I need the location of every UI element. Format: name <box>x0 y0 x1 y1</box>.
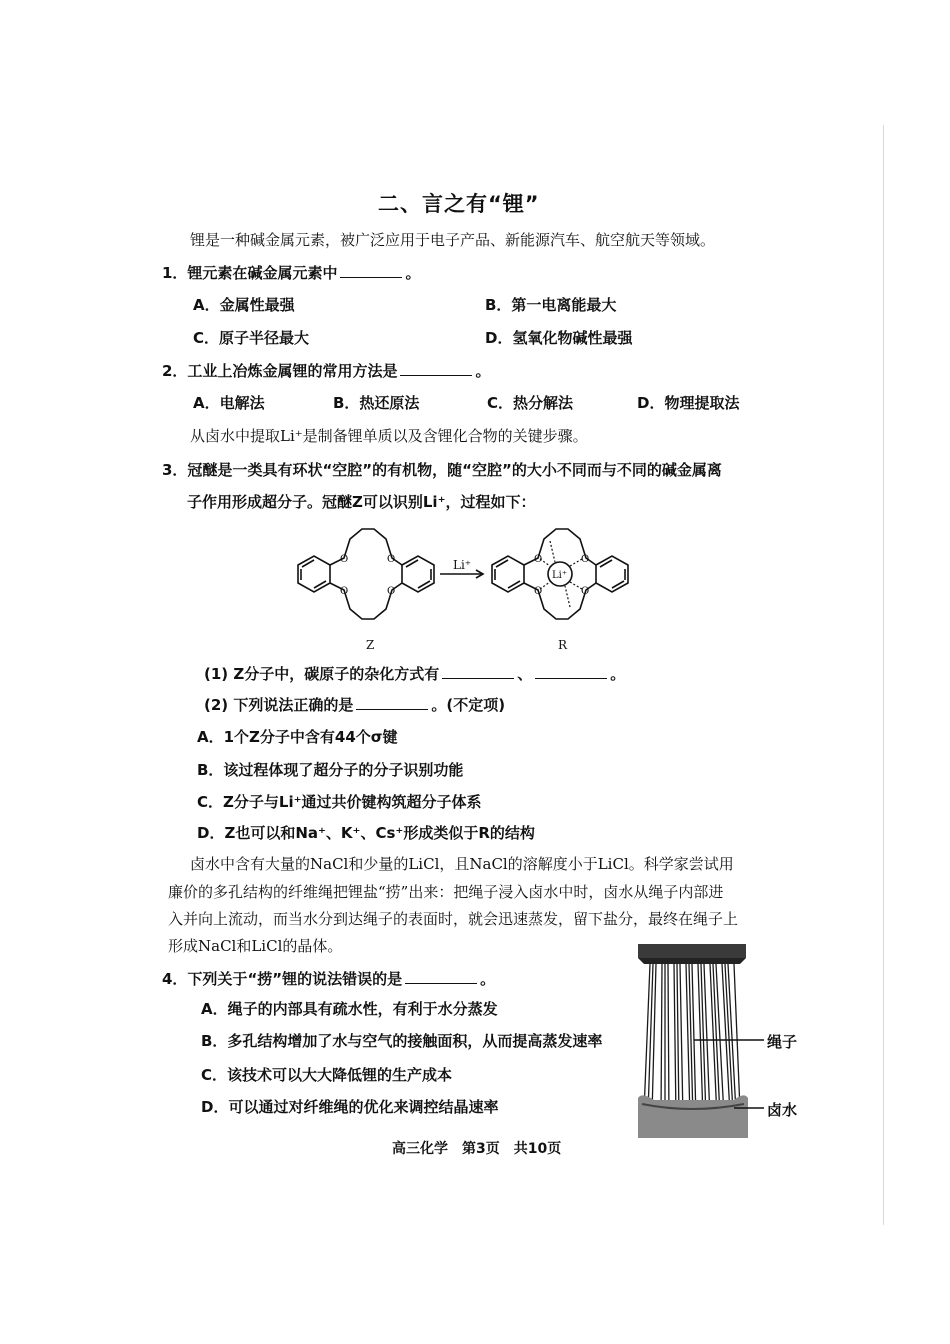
q1-option-b: B．第一电离能最大 <box>485 296 617 314</box>
passage-line: 卤水中含有大量的NaCl和少量的LiCl，且NaCl的溶解度小于LiCl。科学家尝试用 <box>190 855 734 873</box>
oxygen-label: O <box>387 554 396 565</box>
oxygen-label: O <box>581 586 590 597</box>
rope-holder <box>638 944 746 958</box>
q1-option-d: D．氢氧化物碱性最强 <box>485 329 633 347</box>
q3-option-d: D．Z也可以和Na⁺、K⁺、Cs⁺形成类似于R的结构 <box>197 824 535 842</box>
question-4-stem-end: 。 <box>480 970 496 988</box>
q3-option-b: B．该过程体现了超分子的分子识别功能 <box>197 761 464 779</box>
scan-edge-line <box>883 125 884 1225</box>
oxygen-label: O <box>581 554 590 565</box>
q1-option-a: A．金属性最强 <box>193 296 295 314</box>
passage-line: 形成NaCl和LiCl的晶体。 <box>168 937 343 955</box>
q4-option-d: D．可以通过对纤维绳的优化来调控结晶速率 <box>201 1098 499 1116</box>
q4-option-a: A．绳子的内部具有疏水性，有利于水分蒸发 <box>201 1000 498 1018</box>
question-3-stem-line1: 3．冠醚是一类具有环状“空腔”的有机物，随“空腔”的大小不同而与不同的碱金属离 <box>162 461 722 479</box>
q2-option-d: D．物理提取法 <box>637 394 740 412</box>
q3-sub1-end: 。 <box>610 665 626 683</box>
question-1-stem-end: 。 <box>405 264 421 282</box>
q3-sub2 <box>204 694 505 715</box>
q3-sub1-separator: 、 <box>517 665 533 683</box>
oxygen-label: O <box>340 586 349 597</box>
intro-text: 锂是一种碱金属元素，被广泛应用于电子产品、新能源汽车、航空航天等领域。 <box>190 231 716 249</box>
question-2-stem <box>162 360 490 381</box>
answer-blank[interactable] <box>442 666 514 679</box>
q2-option-a: A．电解法 <box>193 394 265 412</box>
q3-sub1-text: (1) Z分子中，碳原子的杂化方式有 <box>204 665 440 683</box>
answer-blank[interactable] <box>340 265 402 278</box>
question-3-stem-line2: 子作用形成超分子。冠醚Z可以识别Li⁺，过程如下： <box>187 493 536 511</box>
answer-blank[interactable] <box>405 971 477 984</box>
q3-option-c: C．Z分子与Li⁺通过共价键构筑超分子体系 <box>197 793 482 811</box>
question-2-stem-end: 。 <box>475 362 491 380</box>
q4-option-c: C．该技术可以大大降低锂的生产成本 <box>201 1066 453 1084</box>
question-4-stem-text: 4．下列关于“捞”锂的说法错误的是 <box>162 970 403 988</box>
rope-label: 绳子 <box>767 1033 798 1051</box>
q2-option-c: C．热分解法 <box>487 394 574 412</box>
molecule-z-label: Z <box>366 638 375 652</box>
answer-blank[interactable] <box>356 697 428 710</box>
q3-sub2-text: (2) 下列说法正确的是 <box>204 696 354 714</box>
answer-blank[interactable] <box>535 666 607 679</box>
oxygen-label: O <box>534 586 543 597</box>
question-1-stem-text: 1．锂元素在碱金属元素中 <box>162 264 338 282</box>
q2-option-b: B．热还原法 <box>333 394 420 412</box>
q3-sub2-end: 。(不定项) <box>431 696 506 714</box>
q1-option-c: C．原子半径最大 <box>193 329 310 347</box>
question-4-stem <box>162 968 495 989</box>
molecule-r-label: R <box>558 638 568 652</box>
passage-line: 入并向上流动，而当水分到达绳子的表面时，就会迅速蒸发，留下盐分，最终在绳子上 <box>168 910 739 928</box>
oxygen-label: O <box>340 554 349 565</box>
q3-option-a: A．1个Z分子中含有44个σ键 <box>197 728 398 746</box>
center-ion-label: Li⁺ <box>552 570 568 581</box>
oxygen-label: O <box>387 586 396 597</box>
passage-line: 廉价的多孔结构的纤维绳把锂盐“捞”出来：把绳子浸入卤水中时，卤水从绳子内部进 <box>168 883 724 901</box>
section-title: 二、言之有“锂” <box>378 192 540 216</box>
question-2-stem-text: 2．工业上冶炼金属锂的常用方法是 <box>162 362 398 380</box>
passage-lithium-extraction: 从卤水中提取Li⁺是制备锂单质以及含锂化合物的关键步骤。 <box>190 427 588 445</box>
q3-sub1 <box>204 663 625 684</box>
oxygen-label: O <box>534 554 543 565</box>
brine-label: 卤水 <box>767 1101 798 1119</box>
answer-blank[interactable] <box>400 363 472 376</box>
question-1-stem <box>162 262 420 283</box>
q4-option-b: B．多孔结构增加了水与空气的接触面积，从而提高蒸发速率 <box>201 1032 603 1050</box>
crown-ether-diagram <box>290 525 640 655</box>
page-footer: 高三化学 第3页 共10页 <box>392 1141 562 1157</box>
reagent-label: Li⁺ <box>453 558 472 572</box>
